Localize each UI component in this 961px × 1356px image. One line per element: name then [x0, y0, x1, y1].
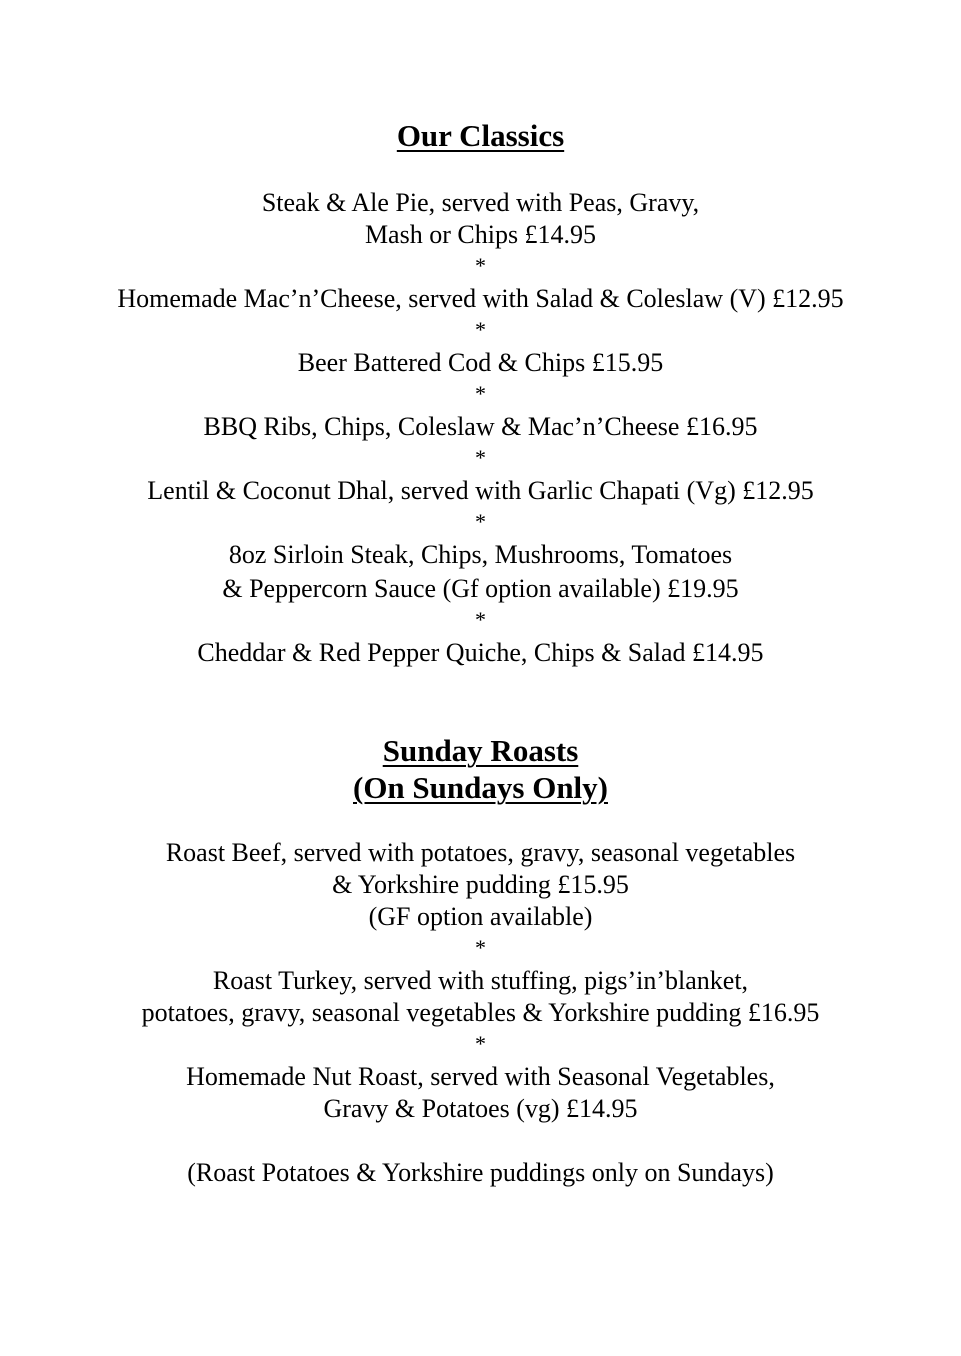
menu-item-line: BBQ Ribs, Chips, Coleslaw & Mac’n’Cheese £16.95 — [203, 412, 758, 441]
separator-star: * — [475, 1031, 486, 1056]
menu-item-line: & Yorkshire pudding £15.95 — [332, 870, 629, 899]
menu-item-line: Mash or Chips £14.95 — [364, 220, 597, 249]
separator-star: * — [475, 445, 486, 470]
roasts-subheading: (On Sundays Only) — [353, 770, 608, 805]
menu-item-line: Roast Turkey, served with stuffing, pigs’in’blanket, — [212, 966, 749, 995]
menu-item-line: Homemade Nut Roast, served with Seasonal Vegetables, — [186, 1062, 775, 1091]
separator-star: * — [475, 317, 486, 342]
menu-item-line: Roast Beef, served with potatoes, gravy, seasonal vegetables — [165, 838, 796, 867]
menu-item-line: potatoes, gravy, seasonal vegetables & Yorkshire pudding £16.95 — [141, 998, 820, 1027]
menu-item-line: 8oz Sirloin Steak, Chips, Mushrooms, Tomatoes — [228, 540, 733, 569]
menu-item-line: Cheddar & Red Pepper Quiche, Chips & Salad £14.95 — [197, 638, 764, 667]
roasts-heading: Sunday Roasts — [382, 733, 579, 768]
menu-item-line: Beer Battered Cod & Chips £15.95 — [297, 348, 664, 377]
menu-item-line: Homemade Mac’n’Cheese, served with Salad & Coleslaw (V) £12.95 — [117, 284, 844, 313]
separator-star: * — [475, 607, 486, 632]
menu-item-line: Gravy & Potatoes (vg) £14.95 — [323, 1094, 638, 1123]
menu-item-line: & Peppercorn Sauce (Gf option available) £19.95 — [222, 574, 739, 603]
separator-star: * — [475, 253, 486, 278]
roasts-note: (Roast Potatoes & Yorkshire puddings only on Sundays) — [187, 1158, 774, 1187]
menu-item-line: (GF option available) — [368, 902, 593, 931]
menu-item-line: Steak & Ale Pie, served with Peas, Gravy, — [261, 188, 700, 217]
classics-heading: Our Classics — [396, 118, 565, 153]
menu-item-line: Lentil & Coconut Dhal, served with Garlic Chapati (Vg) £12.95 — [147, 476, 814, 505]
separator-star: * — [475, 381, 486, 406]
separator-star: * — [475, 935, 486, 960]
separator-star: * — [475, 509, 486, 534]
